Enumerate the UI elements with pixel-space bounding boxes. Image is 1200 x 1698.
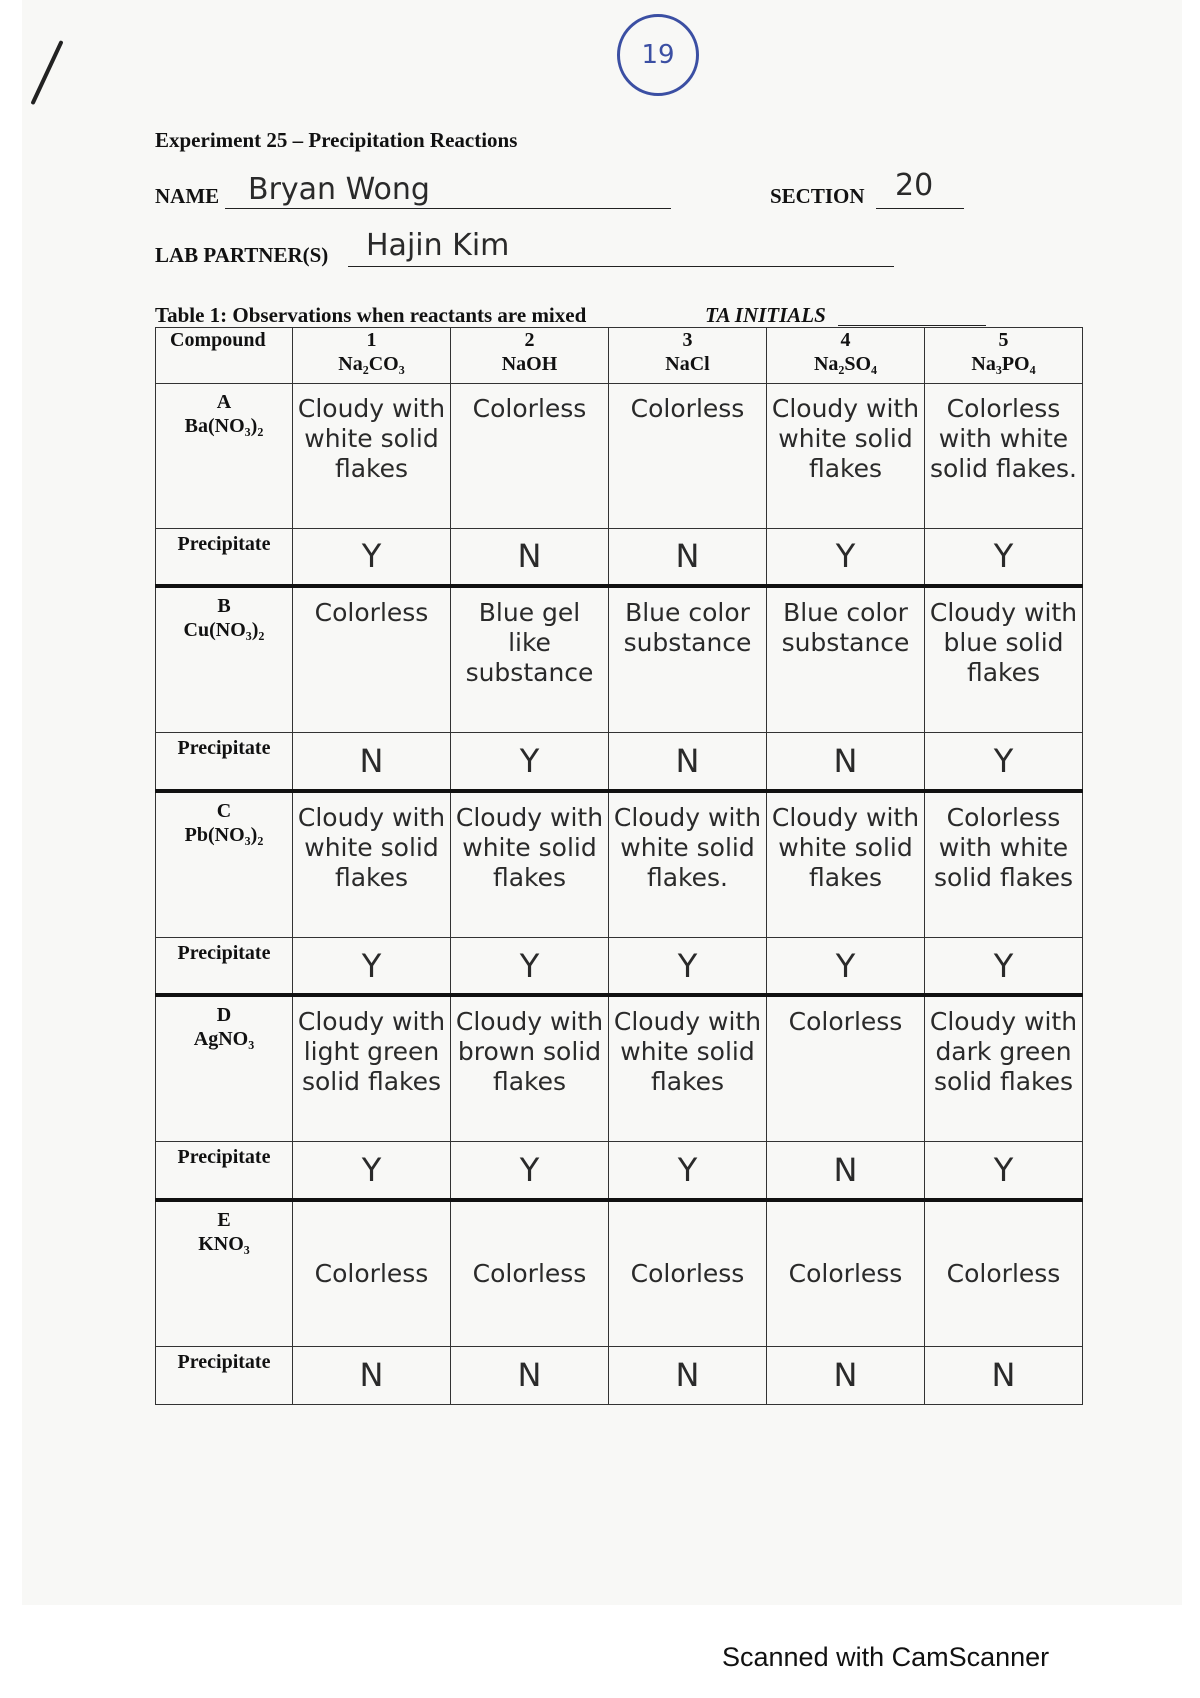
column-header-row (156, 328, 1083, 384)
precipitate-row (156, 1142, 1083, 1200)
precipitate-cell: N (767, 1142, 925, 1200)
observation-cell: Colorless (767, 995, 925, 1141)
observation-cell: Colorless (451, 384, 609, 528)
table-caption: Table 1: Observations when reactants are mixed (155, 303, 587, 327)
page-number: 19 (617, 14, 699, 96)
precipitate-cell: Y (293, 528, 451, 586)
column-header: 4 Na₂SO₄ (767, 328, 925, 384)
observation-cell: Cloudy with white solid flakes (293, 384, 451, 528)
row-header: D AgNO₃ (156, 995, 293, 1141)
observation-cell: Cloudy with white solid flakes (451, 791, 609, 937)
precipitate-cell: Y (293, 1142, 451, 1200)
precipitate-cell: Y (767, 937, 925, 995)
observation-row (156, 1200, 1083, 1346)
observation-cell: Colorless (293, 586, 451, 732)
observation-cell: Cloudy with white solid flakes (293, 791, 451, 937)
precipitate-cell: Y (925, 1142, 1083, 1200)
observation-cell: Cloudy with white solid flakes (609, 995, 767, 1141)
observation-cell: Colorless (609, 1200, 767, 1346)
row-header: A Ba(NO₃)₂ (156, 384, 293, 528)
observation-row (156, 586, 1083, 732)
observation-cell: Cloudy with brown solid flakes (451, 995, 609, 1141)
row-header: B Cu(NO₃)₂ (156, 586, 293, 732)
partner-line (348, 266, 894, 267)
precipitate-cell: N (293, 1346, 451, 1404)
precipitate-cell: N (451, 528, 609, 586)
precipitate-label: Precipitate (156, 528, 293, 586)
observation-cell: Blue color substance (609, 586, 767, 732)
ta-initials-label: TA INITIALS (705, 303, 826, 327)
name-label: NAME (155, 184, 220, 208)
observation-cell: Blue color substance (767, 586, 925, 732)
column-header: 3 NaCl (609, 328, 767, 384)
observation-cell: Cloudy with white solid flakes. (609, 791, 767, 937)
partner-label: LAB PARTNER(S) (155, 243, 329, 267)
experiment-title: Experiment 25 – Precipitation Reactions (155, 128, 518, 152)
precipitate-row (156, 733, 1083, 791)
observation-cell: Colorless (609, 384, 767, 528)
observation-row (156, 384, 1083, 528)
precipitate-cell: Y (451, 733, 609, 791)
observation-cell: Cloudy with blue solid flakes (925, 586, 1083, 732)
row-header: E KNO₃ (156, 1200, 293, 1346)
precipitate-label: Precipitate (156, 937, 293, 995)
precipitate-row (156, 528, 1083, 586)
precipitate-cell: N (609, 733, 767, 791)
name-line (225, 208, 671, 209)
observation-cell: Colorless (925, 1200, 1083, 1346)
precipitate-cell: N (767, 733, 925, 791)
observation-cell: Colorless with white solid flakes (925, 791, 1083, 937)
precipitate-cell: Y (609, 1142, 767, 1200)
precipitate-row (156, 937, 1083, 995)
precipitate-cell: Y (925, 528, 1083, 586)
precipitate-cell: Y (609, 937, 767, 995)
scanner-watermark: Scanned with CamScanner (722, 1642, 1050, 1672)
observation-cell: Colorless (767, 1200, 925, 1346)
column-header: 1 Na₂CO₃ (293, 328, 451, 384)
section-label: SECTION (770, 184, 865, 208)
precipitate-cell: N (609, 528, 767, 586)
precipitate-cell: N (767, 1346, 925, 1404)
row-header: C Pb(NO₃)₂ (156, 791, 293, 937)
section-line (876, 208, 964, 209)
column-header: 2 NaOH (451, 328, 609, 384)
precipitate-label: Precipitate (156, 1346, 293, 1404)
observation-cell: Cloudy with dark green solid flakes (925, 995, 1083, 1141)
name-value: Bryan Wong (248, 172, 430, 207)
ta-initials-line (838, 325, 986, 326)
precipitate-cell: N (925, 1346, 1083, 1404)
observation-row (156, 995, 1083, 1141)
precipitate-cell: N (609, 1346, 767, 1404)
precipitate-cell: Y (925, 937, 1083, 995)
observation-cell: Colorless with white solid flakes. (925, 384, 1083, 528)
column-header: 5 Na₃PO₄ (925, 328, 1083, 384)
partner-value: Hajin Kim (366, 228, 510, 263)
section-value: 20 (895, 168, 934, 203)
precipitate-cell: N (451, 1346, 609, 1404)
precipitate-label: Precipitate (156, 1142, 293, 1200)
observation-row (156, 791, 1083, 937)
observation-cell: Cloudy with white solid flakes (767, 791, 925, 937)
observations-table (155, 327, 1083, 1405)
precipitate-cell: Y (293, 937, 451, 995)
precipitate-cell: Y (767, 528, 925, 586)
precipitate-cell: N (293, 733, 451, 791)
compound-header: Compound (156, 328, 293, 384)
observation-cell: Cloudy with light green solid flakes (293, 995, 451, 1141)
observation-cell: Cloudy with white solid flakes (767, 384, 925, 528)
precipitate-label: Precipitate (156, 733, 293, 791)
precipitate-cell: Y (925, 733, 1083, 791)
observation-cell: Blue gel like substance (451, 586, 609, 732)
observation-cell: Colorless (451, 1200, 609, 1346)
precipitate-cell: Y (451, 937, 609, 995)
observation-cell: Colorless (293, 1200, 451, 1346)
precipitate-cell: Y (451, 1142, 609, 1200)
precipitate-row (156, 1346, 1083, 1404)
